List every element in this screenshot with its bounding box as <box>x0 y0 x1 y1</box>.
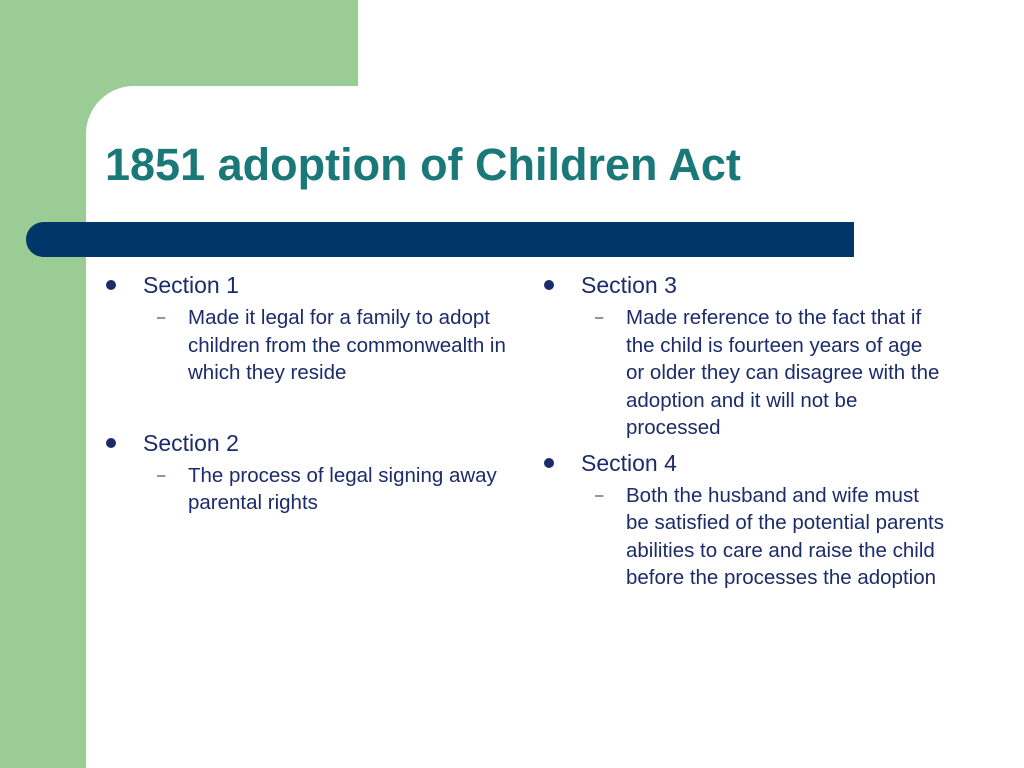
section-3-label: Section 3 <box>581 272 677 298</box>
dash-bullet-icon: – <box>595 486 604 504</box>
left-column <box>106 270 516 517</box>
section-4-detail-item <box>581 482 944 592</box>
section-1-detail-text: Made it legal for a family to adopt children from the commonwealth in which they reside <box>188 306 506 384</box>
section-2-label: Section 2 <box>143 429 239 456</box>
section-2-item <box>106 428 516 517</box>
section-1-item <box>106 270 516 387</box>
section-4-detail-text: Both the husband and wife must be satisfied of the potential parents abilities to care and raise the child before the processes the adoption <box>626 483 944 589</box>
slide-title: 1851 adoption of Children Act <box>105 139 741 190</box>
section-2-detail-item <box>143 462 516 517</box>
section-4-item <box>544 448 944 592</box>
section-3-details <box>581 304 944 442</box>
bullet-dot-icon <box>106 438 116 448</box>
section-1-details <box>143 304 516 387</box>
section-3-detail-text: Made reference to the fact that if the child is fourteen years of age or older they can disagree with the adoption and it will not be processed <box>626 306 940 439</box>
bullet-dot-icon <box>544 280 554 290</box>
section-2-detail-text: The process of legal signing away parental rights <box>188 463 497 514</box>
title-underline-bar <box>26 222 854 257</box>
section-3-item <box>544 270 944 442</box>
dash-bullet-icon: – <box>157 309 166 326</box>
section-1-label: Section 1 <box>143 272 239 298</box>
bullet-dot-icon <box>106 280 116 290</box>
section-1-detail-item <box>143 304 516 387</box>
section-4-label: Section 4 <box>581 449 677 476</box>
dash-bullet-icon: – <box>157 466 166 484</box>
section-3-detail-item <box>581 304 944 442</box>
section-4-details <box>581 482 944 592</box>
dash-bullet-icon: – <box>595 309 604 326</box>
right-column <box>544 270 944 592</box>
bullet-dot-icon <box>544 458 554 468</box>
section-2-details <box>143 462 516 517</box>
